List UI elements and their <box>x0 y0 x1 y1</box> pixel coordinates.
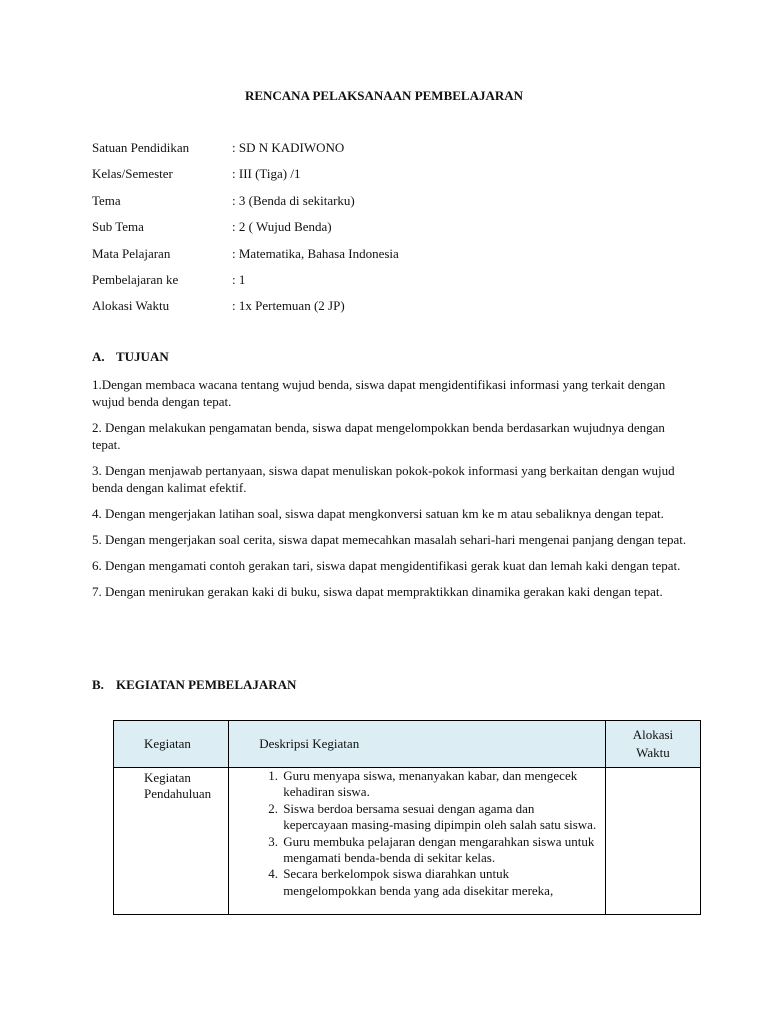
identity-value: : Matematika, Bahasa Indonesia <box>232 245 399 261</box>
identity-label: Pembelajaran ke <box>92 271 179 287</box>
time-cell <box>605 768 700 915</box>
section-a-heading <box>92 349 169 365</box>
description-cell <box>229 768 606 915</box>
step-item: 1. Guru menyapa siswa, menanyakan kabar, dan mengecek kehadiran siswa. <box>281 768 597 801</box>
objective-item: 5. Dengan mengerjakan soal cerita, siswa dapat memecahkan masalah sehari-hari mengenai panjang dengan tepat. <box>92 532 687 547</box>
document-title: RENCANA PELAKSANAAN PEMBELAJARAN <box>244 88 524 103</box>
header-activity: Kegiatan <box>114 721 229 768</box>
objective-item: 1.Dengan membaca wacana tentang wujud benda, siswa dapat mengidentifikasi informasi yang terkait dengan wujud benda dengan tepat. <box>92 377 666 409</box>
objective-item: 7. Dengan menirukan gerakan kaki di buku, siswa dapat mempraktikkan dinamika gerakan kaki dengan tepat. <box>92 584 663 599</box>
identity-label: Alokasi Waktu <box>92 298 170 314</box>
identity-label: Satuan Pendidikan <box>92 140 190 155</box>
identity-value: : 2 ( Wujud Benda) <box>232 219 332 235</box>
objective-item: 4. Dengan mengerjakan latihan soal, siswa dapat mengkonversi satuan km ke m atau sebaliknya dengan tepat. <box>92 506 664 521</box>
steps-list <box>229 768 597 899</box>
table-row <box>114 768 701 915</box>
objectives-list <box>92 376 692 609</box>
header-time: Alokasi Waktu <box>605 721 700 768</box>
identity-label: Mata Pelajaran <box>92 245 171 261</box>
identity-row-subject <box>92 246 692 272</box>
identity-row-theme <box>92 193 692 219</box>
identity-row-school <box>92 140 692 166</box>
step-item: 3. Guru membuka pelajaran dengan mengarahkan siswa untuk mengamati benda-benda di sekitar kelas. <box>281 834 597 867</box>
activity-cell: Kegiatan Pendahuluan <box>114 768 229 915</box>
objective-item: 2. Dengan melakukan pengamatan benda, siswa dapat mengelompokkan benda berdasarkan wujudnya dengan tepat. <box>92 420 665 452</box>
identity-label: Kelas/Semester <box>92 166 173 182</box>
objective-item: 3. Dengan menjawab pertanyaan, siswa dapat menuliskan pokok-pokok informasi yang berkaitan dengan wujud benda dengan kalimat efektif. <box>92 463 675 495</box>
identity-label: Tema <box>92 192 121 208</box>
section-title: KEGIATAN PEMBELAJARAN <box>116 677 297 692</box>
activities-table <box>113 720 701 915</box>
table-header-row <box>114 721 701 768</box>
identity-block <box>92 140 692 325</box>
section-letter: A. <box>92 349 105 364</box>
header-description: Deskripsi Kegiatan <box>229 721 606 768</box>
identity-label: Sub Tema <box>92 219 144 235</box>
section-title: TUJUAN <box>116 349 169 364</box>
identity-value: : 3 (Benda di sekitarku) <box>232 192 355 208</box>
identity-value: : SD N KADIWONO <box>232 140 345 155</box>
identity-value: : 1x Pertemuan (2 JP) <box>232 298 345 314</box>
step-item: 2. Siswa berdoa bersama sesuai dengan agama dan kepercayaan masing-masing dipimpin oleh salah satu siswa. <box>281 801 597 834</box>
identity-row-lesson <box>92 272 692 298</box>
section-letter: B. <box>92 677 104 692</box>
objective-item: 6. Dengan mengamati contoh gerakan tari, siswa dapat mengidentifikasi gerak kuat dan lemah kaki dengan tepat. <box>92 558 681 573</box>
identity-row-subtheme <box>92 219 692 245</box>
step-item: 4. Secara berkelompok siswa diarahkan untuk mengelompokkan benda yang ada disekitar mereka, <box>281 866 597 899</box>
identity-row-time <box>92 298 692 324</box>
identity-row-class <box>92 166 692 192</box>
identity-value: : 1 <box>232 271 246 287</box>
section-b-heading <box>92 677 296 693</box>
identity-value: : III (Tiga) /1 <box>232 166 301 182</box>
